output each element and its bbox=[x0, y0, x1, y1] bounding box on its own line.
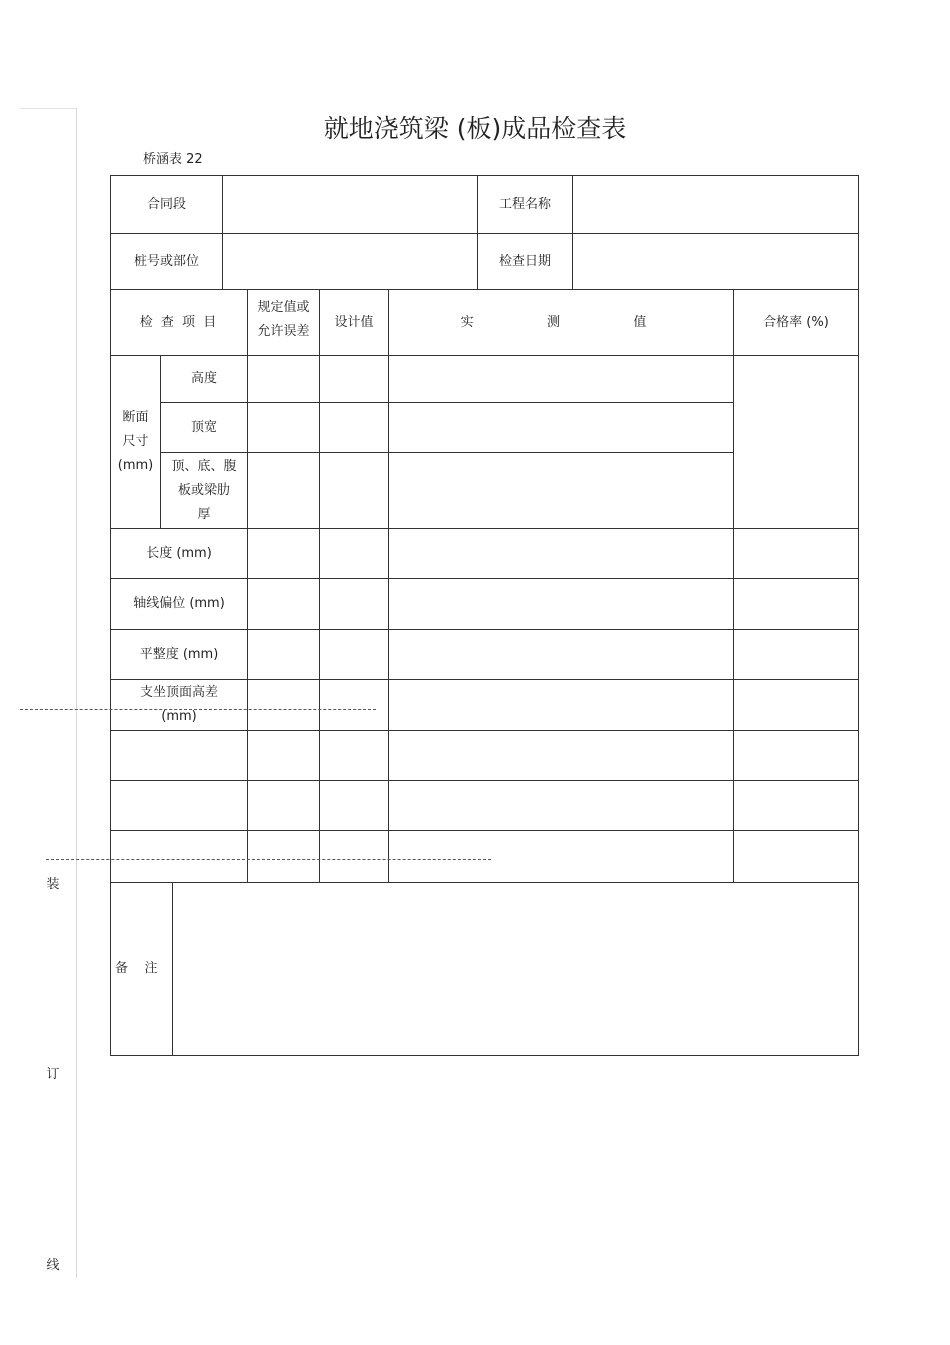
col-header-pass-rate: 合格率 (%) bbox=[763, 314, 829, 330]
item-thickness bbox=[161, 453, 247, 528]
remarks-field[interactable] bbox=[173, 883, 858, 1055]
station-field[interactable] bbox=[223, 234, 477, 289]
contract-section-label: 合同段 bbox=[146, 196, 186, 212]
col-header-inspection-item: 检 查 项 目 bbox=[139, 314, 219, 330]
document-title: 就地浇筑梁 (板)成品检查表 bbox=[323, 114, 627, 143]
item-axis-offset: 轴线偏位 (mm) bbox=[133, 596, 225, 611]
contract-section-field[interactable] bbox=[223, 176, 477, 233]
item-length: 长度 (mm) bbox=[146, 545, 212, 561]
measured-height-cell[interactable] bbox=[389, 356, 733, 402]
col-header-spec-value bbox=[248, 290, 319, 355]
support-line1: 支坐顶面高差 bbox=[139, 685, 218, 700]
blank-item-row-3[interactable] bbox=[111, 831, 247, 882]
binding-char-xian: 线 bbox=[46, 1258, 60, 1273]
section-dimension-group-label bbox=[111, 356, 160, 528]
item-height: 高度 bbox=[190, 371, 217, 386]
project-name-field[interactable] bbox=[573, 176, 858, 233]
pass-rate-section-cell[interactable] bbox=[734, 356, 858, 528]
section-group-line2: 尺寸 bbox=[122, 434, 149, 449]
form-number: 桥涵表 22 bbox=[143, 152, 203, 167]
project-name-label: 工程名称 bbox=[498, 196, 551, 212]
section-group-line3: (mm) bbox=[117, 458, 154, 473]
col-header-design-value: 设计值 bbox=[334, 314, 374, 330]
measured-char-2: 测 bbox=[546, 314, 560, 330]
item-flatness: 平整度 (mm) bbox=[139, 646, 219, 662]
spec-value-line1: 规定值或 bbox=[257, 300, 310, 315]
binding-char-ding: 订 bbox=[46, 1067, 60, 1082]
section-group-line1: 断面 bbox=[122, 410, 149, 425]
thickness-line1: 顶、底、腹 bbox=[171, 458, 237, 474]
measured-char-1: 实 bbox=[460, 314, 474, 330]
inspection-date-field[interactable] bbox=[573, 234, 858, 289]
thickness-line2: 板或梁肋 bbox=[177, 482, 230, 498]
measured-char-3: 值 bbox=[633, 314, 647, 330]
blank-item-row-2[interactable] bbox=[111, 781, 247, 830]
thickness-line3: 厚 bbox=[197, 506, 211, 522]
remarks-label: 备 注 bbox=[115, 961, 158, 976]
station-label: 桩号或部位 bbox=[133, 253, 199, 269]
item-top-width: 顶宽 bbox=[190, 419, 217, 435]
support-line2: (mm) bbox=[161, 709, 197, 724]
spec-value-line2: 允许误差 bbox=[257, 324, 310, 339]
col-header-measured-value bbox=[389, 290, 733, 355]
measured-top-width-cell[interactable] bbox=[389, 403, 733, 452]
binding-char-zhuang: 装 bbox=[46, 877, 60, 892]
measured-thickness-cell[interactable] bbox=[389, 453, 733, 528]
blank-item-row-1[interactable] bbox=[111, 731, 247, 780]
item-support-height-difference bbox=[111, 680, 247, 730]
inspection-date-label: 检查日期 bbox=[498, 253, 551, 269]
